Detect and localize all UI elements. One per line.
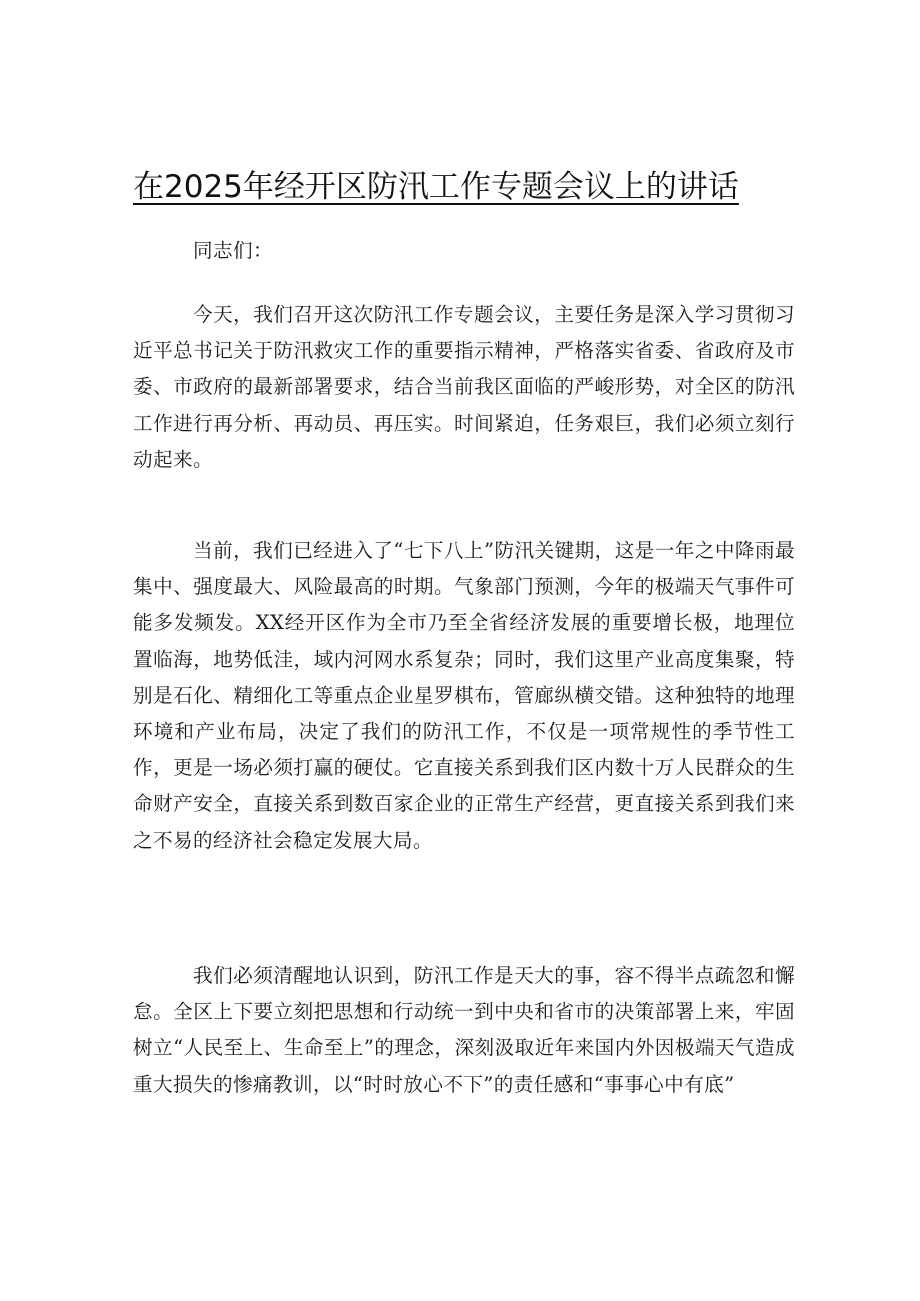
document-title	[133, 163, 793, 211]
paragraph-1: 今天，我们召开这次防汛工作专题会议，主要任务是深入学习贯彻习近平总书记关于防汛救灾工作的重要指示精神，严格落实省委、省政府及市委、市政府的最新部署要求，结合当前我区面临的严峻形势，对全区的防汛工作进行再分析、再动员、再压实。时间紧迫，任务艰巨，我们必须立刻行动起来。	[133, 303, 795, 471]
paragraph-3: 我们必须清醒地认识到，防汛工作是天大的事，容不得半点疏忽和懈怠。全区上下要立刻把思想和行动统一到中央和省市的决策部署上来，牢固树立“人民至上、生命至上”的理念，深刻汲取近年来国内外因极端天气造成重大损失的惨痛教训，以“时时放心不下”的责任感和“事事心中有底”	[133, 964, 795, 1096]
paragraph-2: 当前，我们已经进入了“七下八上”防汛关键期，这是一年之中降雨最集中、强度最大、风险最高的时期。气象部门预测，今年的极端天气事件可能多发频发。XX经开区作为全市乃至全省经济发展的重要增长极，地理位置临海，地势低洼，域内河网水系复杂；同时，我们这里产业高度集聚，特别是石化、精细化工等重点企业星罗棋布，管廊纵横交错。这种独特的地理环境和产业布局，决定了我们的防汛工作，不仅是一项常规性的季节性工作，更是一场必须打赢的硬仗。它直接关系到我们区内数十万人民群众的生命财产安全，直接关系到数百家企业的正常生产经营，更直接关系到我们来之不易的经济社会稳定发展大局。	[133, 539, 795, 852]
document-title-text: 在2025年经开区防汛工作专题会议上的讲话	[133, 169, 739, 205]
greeting: 同志们：	[193, 239, 273, 262]
